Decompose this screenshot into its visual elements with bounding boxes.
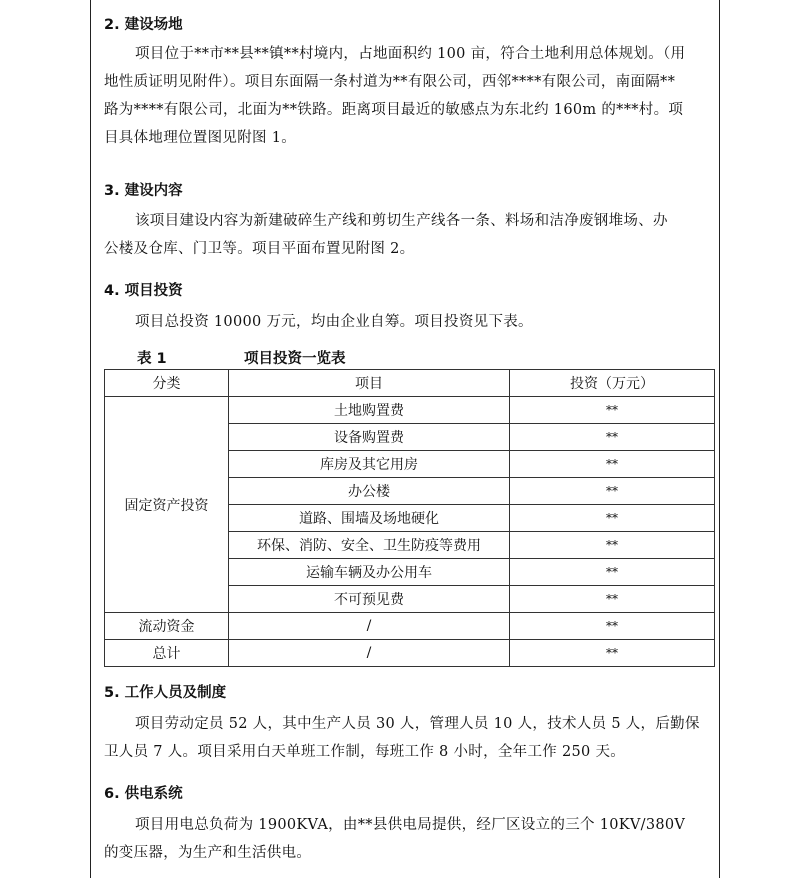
amount-cell: ** [510, 613, 715, 640]
item-cell: 办公楼 [229, 478, 510, 505]
text-line: 项目位于**市**县**镇**村境内，占地面积约 100 亩，符合土地利用总体规划。（用 [135, 46, 686, 62]
section-text-staffing [104, 710, 716, 766]
item-cell: / [229, 640, 510, 667]
text-line: 卫人员 7 人。项目采用白天单班工作制，每班工作 8 小时，全年工作 250 天。 [104, 744, 626, 760]
item-cell: 库房及其它用房 [229, 451, 510, 478]
text-line: 项目劳动定员 52 人，其中生产人员 30 人，管理人员 10 人，技术人员 5 人，后勤保 [135, 716, 700, 732]
amount-cell: ** [510, 397, 715, 424]
section-text-power [104, 811, 716, 867]
section-heading-staffing: 5. 工作人员及制度 [104, 685, 227, 701]
table-row [105, 397, 715, 424]
table-number: 表 1 [137, 351, 167, 367]
section-heading-investment: 4. 项目投资 [104, 283, 183, 299]
header-item: 项目 [229, 370, 510, 397]
section-heading-content: 3. 建设内容 [104, 183, 183, 199]
text-line: 的变压器，为生产和生活供电。 [104, 845, 312, 861]
table-row [105, 640, 715, 667]
section-text-site [104, 40, 716, 152]
section-heading-site: 2. 建设场地 [104, 17, 183, 33]
item-cell: 不可预见费 [229, 586, 510, 613]
investment-table [104, 369, 715, 667]
section-text-content [104, 207, 716, 263]
amount-cell: ** [510, 424, 715, 451]
section-heading-power: 6. 供电系统 [104, 786, 183, 802]
item-cell: 运输车辆及办公用车 [229, 559, 510, 586]
category-fixed-assets: 固定资产投资 [105, 397, 229, 613]
amount-cell: ** [510, 586, 715, 613]
item-cell: 土地购置费 [229, 397, 510, 424]
category-cell: 流动资金 [105, 613, 229, 640]
header-amount: 投资（万元） [510, 370, 715, 397]
table-row [105, 613, 715, 640]
amount-cell: ** [510, 505, 715, 532]
amount-cell: ** [510, 559, 715, 586]
amount-cell: ** [510, 640, 715, 667]
section-text-investment [104, 308, 716, 336]
amount-cell: ** [510, 451, 715, 478]
item-cell: / [229, 613, 510, 640]
text-line: 项目总投资 10000 万元，均由企业自筹。项目投资见下表。 [135, 314, 533, 330]
item-cell: 环保、消防、安全、卫生防疫等费用 [229, 532, 510, 559]
text-line: 该项目建设内容为新建破碎生产线和剪切生产线各一条、料场和洁净废钢堆场、办 [135, 213, 668, 229]
text-line: 路为****有限公司，北面为**铁路。距离项目最近的敏感点为东北约 160m 的***村。项 [104, 102, 684, 118]
text-line: 地性质证明见附件）。项目东面隔一条村道为**有限公司，西邻****有限公司，南面隔** [104, 74, 676, 90]
text-line: 公楼及仓库、门卫等。项目平面布置见附图 2。 [104, 241, 415, 257]
text-line: 目具体地理位置图见附图 1。 [104, 130, 297, 146]
category-cell: 总计 [105, 640, 229, 667]
amount-cell: ** [510, 532, 715, 559]
header-category: 分类 [105, 370, 229, 397]
item-cell: 道路、围墙及场地硬化 [229, 505, 510, 532]
table-title: 项目投资一览表 [244, 351, 346, 367]
amount-cell: ** [510, 478, 715, 505]
table-header-row [105, 370, 715, 397]
item-cell: 设备购置费 [229, 424, 510, 451]
text-line: 项目用电总负荷为 1900KVA，由**县供电局提供，经厂区设立的三个 10KV/380V [135, 817, 686, 833]
